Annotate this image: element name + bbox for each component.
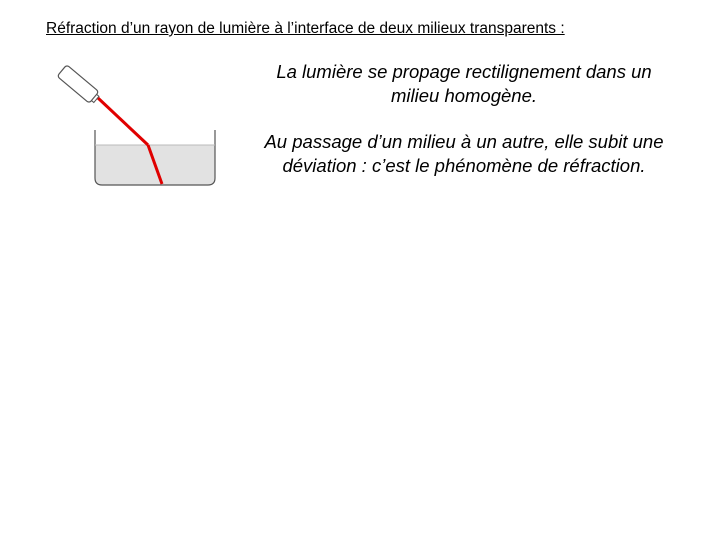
laser-pointer-icon: [57, 65, 101, 105]
incident-ray: [98, 98, 148, 145]
slide-title: Réfraction d’un rayon de lumière à l’interface de deux milieux transparents :: [46, 20, 565, 37]
paragraph-propagation: La lumière se propage rectilignement dans un milieu homogène.: [276, 61, 652, 106]
refraction-diagram: [40, 55, 240, 200]
paragraph-refraction: Au passage d’un milieu à un autre, elle subit une déviation : c’est le phénomène de réfraction.: [264, 131, 664, 176]
